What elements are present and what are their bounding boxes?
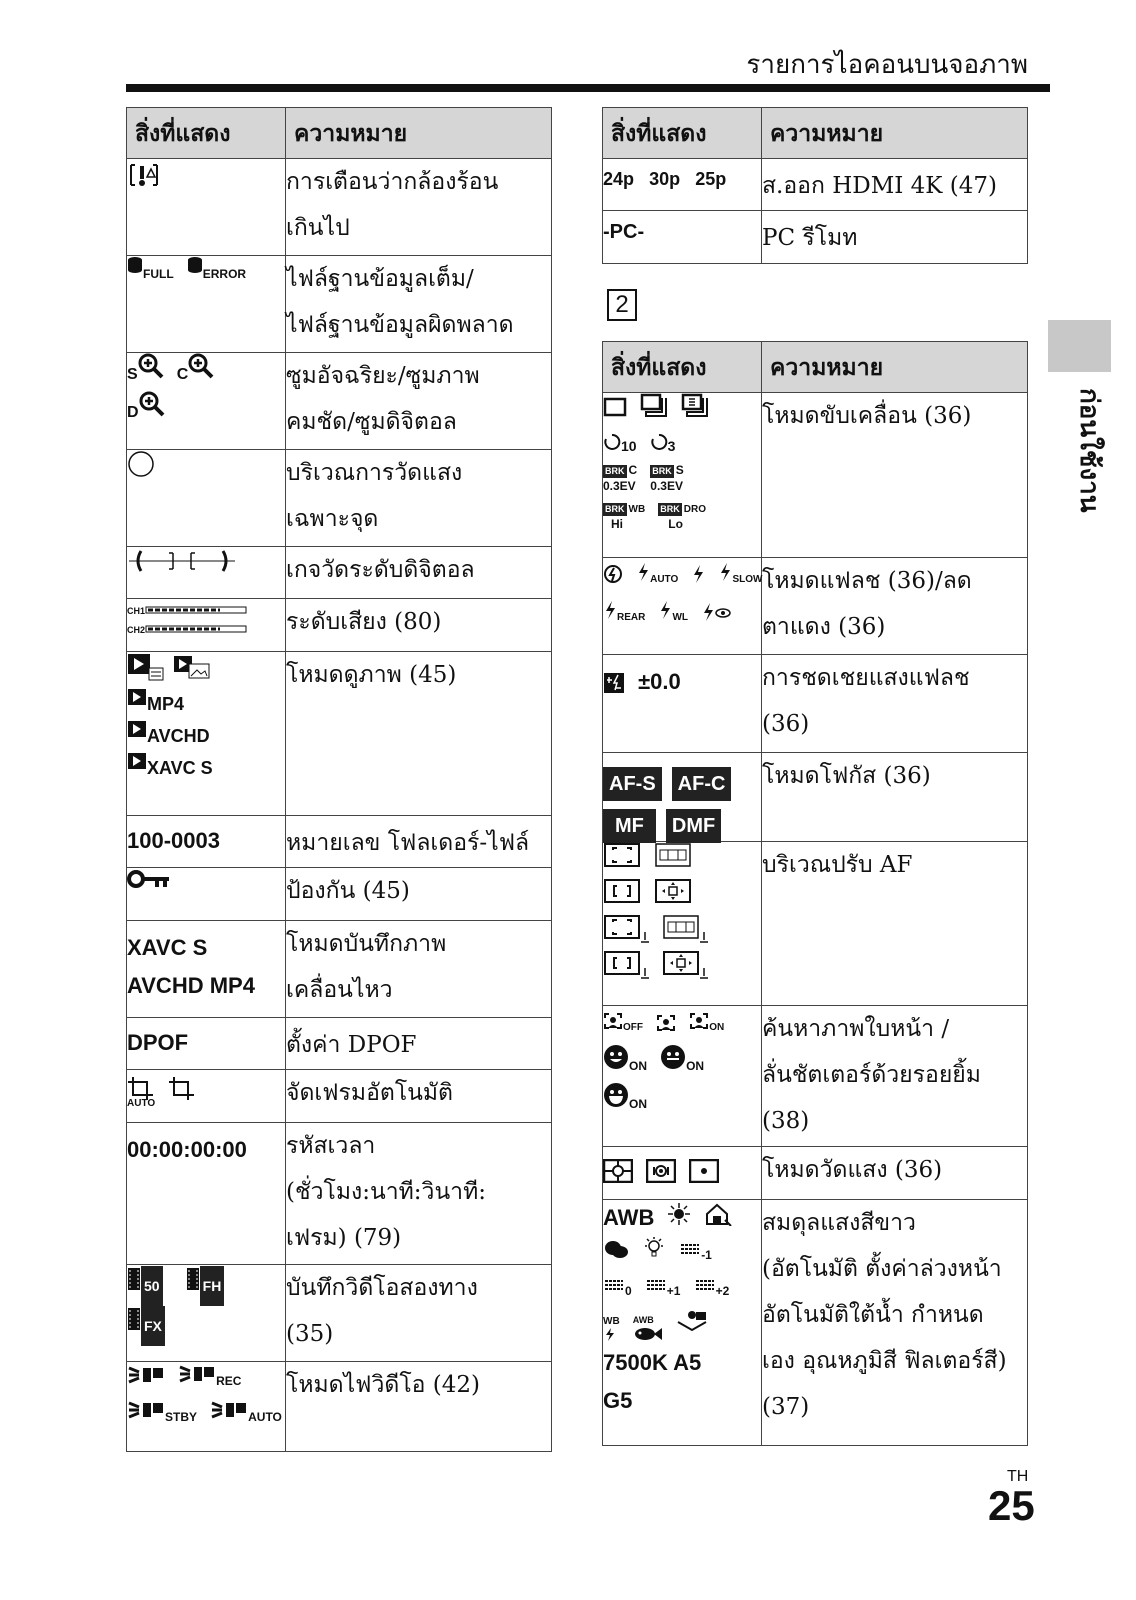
meaning-line: โหมดวัดแสง (36) — [762, 1157, 943, 1183]
column-header-symbol: สิ่งที่แสดง — [127, 108, 286, 159]
table-row — [603, 1006, 1028, 1147]
af-flexible-spot-tracking-icon — [662, 950, 708, 993]
smile-shutter-big-icon: ON — [603, 1082, 647, 1123]
clear-image-zoom-icon: C — [177, 353, 215, 394]
language-code: TH — [1007, 1468, 1029, 1485]
table-row — [603, 753, 1028, 842]
playback-folder-icon — [173, 654, 213, 691]
left-icon-table — [126, 107, 552, 1452]
flash-off-icon — [603, 560, 623, 598]
table-row — [603, 393, 1028, 558]
flash-wb-icon: WB — [603, 1313, 620, 1341]
meaning-line: โหมดบันทึกภาพ — [286, 931, 447, 957]
meaning-line: ค้นหาภาพใบหน้า / — [762, 1016, 950, 1042]
color-filter-g-value: G5 — [603, 1388, 633, 1413]
video-light-rec-icon: REC — [178, 1362, 241, 1399]
awb-icon: AWB — [603, 1205, 655, 1230]
mf-icon: MF — [603, 809, 656, 843]
autoflash-icon: AUTO — [636, 558, 678, 599]
multi-metering-icon — [603, 1159, 633, 1187]
header-rule — [126, 84, 1050, 92]
dual-rec-fx-icon: FX — [127, 1306, 175, 1346]
protect-key-icon — [127, 868, 171, 894]
table-row — [603, 1200, 1028, 1446]
table-header — [127, 108, 552, 159]
underwater-auto-icon: AWB — [633, 1312, 663, 1342]
playback-calendar-icon — [127, 652, 165, 693]
meaning-line: การเตือนว่ากล้องร้อน — [286, 169, 499, 195]
meaning-line: บันทึกวิดีโอสองทาง — [286, 1275, 478, 1301]
section-number-box: 2 — [607, 289, 637, 321]
af-s-icon: AF-S — [603, 767, 662, 801]
af-wide-icon — [603, 842, 641, 881]
chapter-side-label: ก่อนใช้งาน — [1074, 388, 1104, 513]
meaning-line: ซูมอัจฉริยะ/ซูมภาพ — [286, 363, 480, 389]
table-row — [603, 1147, 1028, 1200]
meaning-line: ส.ออก HDMI 4K (47) — [762, 173, 997, 199]
video-light-auto-icon: AUTO — [210, 1398, 282, 1435]
meaning-line: สมดุลแสงสีขาว — [762, 1210, 916, 1236]
page-number: 25 — [988, 1482, 1035, 1529]
meaning-line: โหมดแฟลช (36)/ลด — [762, 568, 972, 594]
meaning-line: (36) — [762, 711, 810, 737]
flash-compensation-value: ±0.0 — [638, 669, 681, 694]
bracket-single-icon: BRK S 0.3EV — [650, 463, 684, 493]
table-header — [603, 342, 1028, 393]
rear-sync-icon: REAR — [603, 596, 645, 637]
meaning-line: เอง อุณหภูมิสี ฟิลเตอร์สี) — [762, 1348, 1007, 1374]
chapter-side-tab — [1048, 320, 1111, 372]
database-error-icon: ERROR — [187, 256, 246, 290]
auto-framing-icon — [168, 1076, 196, 1104]
fluorescent-0-icon: 0 — [603, 1272, 632, 1309]
table-row — [127, 1362, 552, 1452]
spot-metering-icon — [689, 1159, 719, 1187]
dmf-icon: DMF — [666, 809, 721, 843]
audio-level-meter-icon: CH1 CH2 — [127, 599, 277, 637]
hdmi-25p-icon: 25p — [695, 169, 727, 189]
recording-format-avchd-mp4: AVCHD MP4 — [127, 973, 255, 998]
af-flexible-spot-icon — [654, 878, 692, 917]
column-header-meaning: ความหมาย — [762, 108, 1028, 159]
table-row — [127, 256, 552, 353]
slow-sync-icon: SLOW — [718, 558, 762, 599]
continuous-shooting-icon — [640, 393, 668, 432]
face-detection-off-icon: OFF — [603, 1006, 643, 1047]
meaning-line: (อัตโนมัติ ตั้งค่าล่วงหน้า — [762, 1256, 1002, 1282]
incandescent-icon — [642, 1236, 666, 1273]
recording-format-xavcs: XAVC S — [127, 935, 208, 960]
table-row — [603, 655, 1028, 753]
meaning-line: จัดเฟรมอัตโนมัติ — [286, 1080, 453, 1106]
meaning-line: ตั้งค่า DPOF — [286, 1032, 417, 1058]
dual-rec-50-icon: 50 — [127, 1266, 173, 1306]
dual-rec-fh-icon: FH — [186, 1266, 235, 1306]
bracket-continuous-icon: BRK C 0.3EV — [603, 463, 638, 493]
red-eye-reduction-icon — [701, 598, 731, 636]
pc-remote-icon: -PC- — [603, 221, 645, 243]
dpof-label: DPOF — [127, 1030, 189, 1055]
auto-framing-auto-icon: AUTO — [127, 1076, 155, 1104]
af-center-icon — [603, 878, 641, 917]
meaning-line: (ชั่วโมง:นาที:วินาที: — [286, 1179, 487, 1205]
table-row — [127, 353, 552, 450]
self-timer-3-icon: 3 — [650, 430, 676, 462]
meaning-line: บริเวณปรับ AF — [762, 852, 913, 878]
video-light-icon — [127, 1363, 165, 1399]
meaning-line: เฉพาะจุด — [286, 506, 379, 532]
meaning-line: โหมดดูภาพ (45) — [286, 662, 457, 688]
table-header — [603, 108, 1028, 159]
daylight-icon — [667, 1202, 691, 1239]
meaning-line: หมายเลข โฟลเดอร์-ไฟล์ — [286, 830, 530, 856]
meaning-line: (35) — [286, 1321, 334, 1347]
meaning-line: บริเวณการวัดแสง — [286, 460, 463, 486]
meaning-line: (38) — [762, 1108, 810, 1134]
meaning-line: โหมดขับเคลื่อน (36) — [762, 403, 972, 429]
meaning-line: ลั่นชัตเตอร์ด้วยรอยยิ้ม — [762, 1062, 981, 1088]
color-temp-filter-value: 7500K A5 — [603, 1350, 702, 1375]
table-row — [603, 211, 1028, 264]
table-row — [127, 652, 552, 816]
center-metering-icon — [646, 1159, 676, 1187]
table-row — [127, 599, 552, 652]
meaning-line: เกจวัดระดับดิจิตอล — [286, 557, 475, 583]
meaning-line: ระดับเสียง (80) — [286, 609, 442, 635]
meaning-line: เคลื่อนไหว — [286, 977, 393, 1003]
right-top-icon-table — [602, 107, 1028, 264]
database-full-icon: FULL — [127, 256, 174, 290]
meaning-line: ไฟล์ฐานข้อมูลผิดพลาด — [286, 312, 514, 338]
meaning-line: การชดเชยแสงแฟลช — [762, 665, 970, 691]
smile-shutter-on-icon: ON — [603, 1044, 647, 1085]
table-row — [127, 868, 552, 921]
digital-level-gauge-icon — [127, 547, 237, 579]
right-icon-table — [602, 341, 1028, 1446]
meaning-line: ไฟล์ฐานข้อมูลเต็ม/ — [286, 266, 474, 292]
meaning-line: อัตโนมัติใต้น้ำ กำหนด — [762, 1302, 984, 1328]
wireless-flash-icon: WL — [658, 596, 688, 637]
shade-icon — [705, 1202, 733, 1239]
column-header-meaning: ความหมาย — [762, 342, 1028, 393]
digital-zoom-icon: D — [127, 391, 165, 432]
meaning-line: ป้องกัน (45) — [286, 878, 410, 904]
time-code-value: 00:00:00:00 — [127, 1137, 247, 1162]
smart-zoom-icon: S — [127, 353, 164, 394]
meaning-line: เกินไป — [286, 215, 350, 241]
wb-bracket-icon: BRK WB Hi — [605, 504, 646, 531]
meaning-line: คมชัด/ซูมดิจิตอล — [286, 409, 457, 435]
table-row — [127, 450, 552, 547]
self-timer-10-icon: 10 — [603, 430, 637, 462]
table-row — [127, 159, 552, 256]
speed-priority-continuous-icon — [681, 393, 711, 432]
column-header-meaning: ความหมาย — [286, 108, 552, 159]
fluorescent-minus1-icon: -1 — [679, 1236, 712, 1273]
face-registered-icon — [656, 1008, 676, 1046]
cloudy-icon — [603, 1237, 629, 1273]
playback-avchd-icon: AVCHD — [127, 720, 210, 753]
af-c-icon: AF-C — [672, 767, 732, 801]
meaning-line: โหมดไฟวิดีโอ (42) — [286, 1372, 481, 1398]
flash-compensation-icon — [603, 672, 625, 698]
table-row — [127, 547, 552, 599]
custom-wb-icon — [676, 1308, 708, 1345]
single-shooting-icon — [603, 395, 627, 431]
meaning-line: โหมดโฟกัส (36) — [762, 763, 931, 789]
hdmi-30p-icon: 30p — [649, 169, 681, 189]
table-row — [127, 816, 552, 868]
spot-metering-area-icon — [127, 450, 155, 482]
column-header-symbol: สิ่งที่แสดง — [603, 342, 762, 393]
table-row — [127, 1070, 552, 1123]
meaning-line: ตาแดง (36) — [762, 614, 886, 640]
face-detection-on-icon: ON — [689, 1006, 724, 1047]
dro-bracket-icon: BRK DRO Lo — [660, 504, 706, 531]
playback-xavcs-icon: XAVC S — [127, 752, 213, 785]
meaning-line: รหัสเวลา — [286, 1133, 376, 1159]
table-row — [603, 159, 1028, 211]
fluorescent-plus1-icon: +1 — [645, 1272, 681, 1309]
table-row — [603, 558, 1028, 655]
folder-file-number: 100-0003 — [127, 828, 220, 853]
playback-mp4-icon: MP4 — [127, 688, 184, 721]
column-header-symbol: สิ่งที่แสดง — [603, 108, 762, 159]
table-row — [127, 1265, 552, 1362]
af-center-tracking-icon — [603, 950, 649, 993]
overheat-warning-icon — [127, 159, 161, 195]
meaning-line: PC รีโมท — [762, 225, 858, 251]
meaning-line: เฟรม) (79) — [286, 1225, 402, 1251]
table-row — [127, 1018, 552, 1070]
hdmi-24p-icon: 24p — [603, 169, 635, 189]
table-row — [603, 842, 1028, 1006]
table-row — [127, 921, 552, 1018]
page-header-title: รายการไอคอนบนจอภาพ — [746, 50, 1028, 80]
video-light-standby-icon: STBY — [127, 1398, 197, 1435]
table-row — [127, 1123, 552, 1265]
af-zone-icon — [654, 842, 692, 881]
fill-flash-icon — [691, 560, 705, 598]
smile-shutter-normal-icon: ON — [660, 1044, 704, 1085]
meaning-line: (37) — [762, 1394, 810, 1420]
fluorescent-plus2-icon: +2 — [694, 1272, 730, 1309]
